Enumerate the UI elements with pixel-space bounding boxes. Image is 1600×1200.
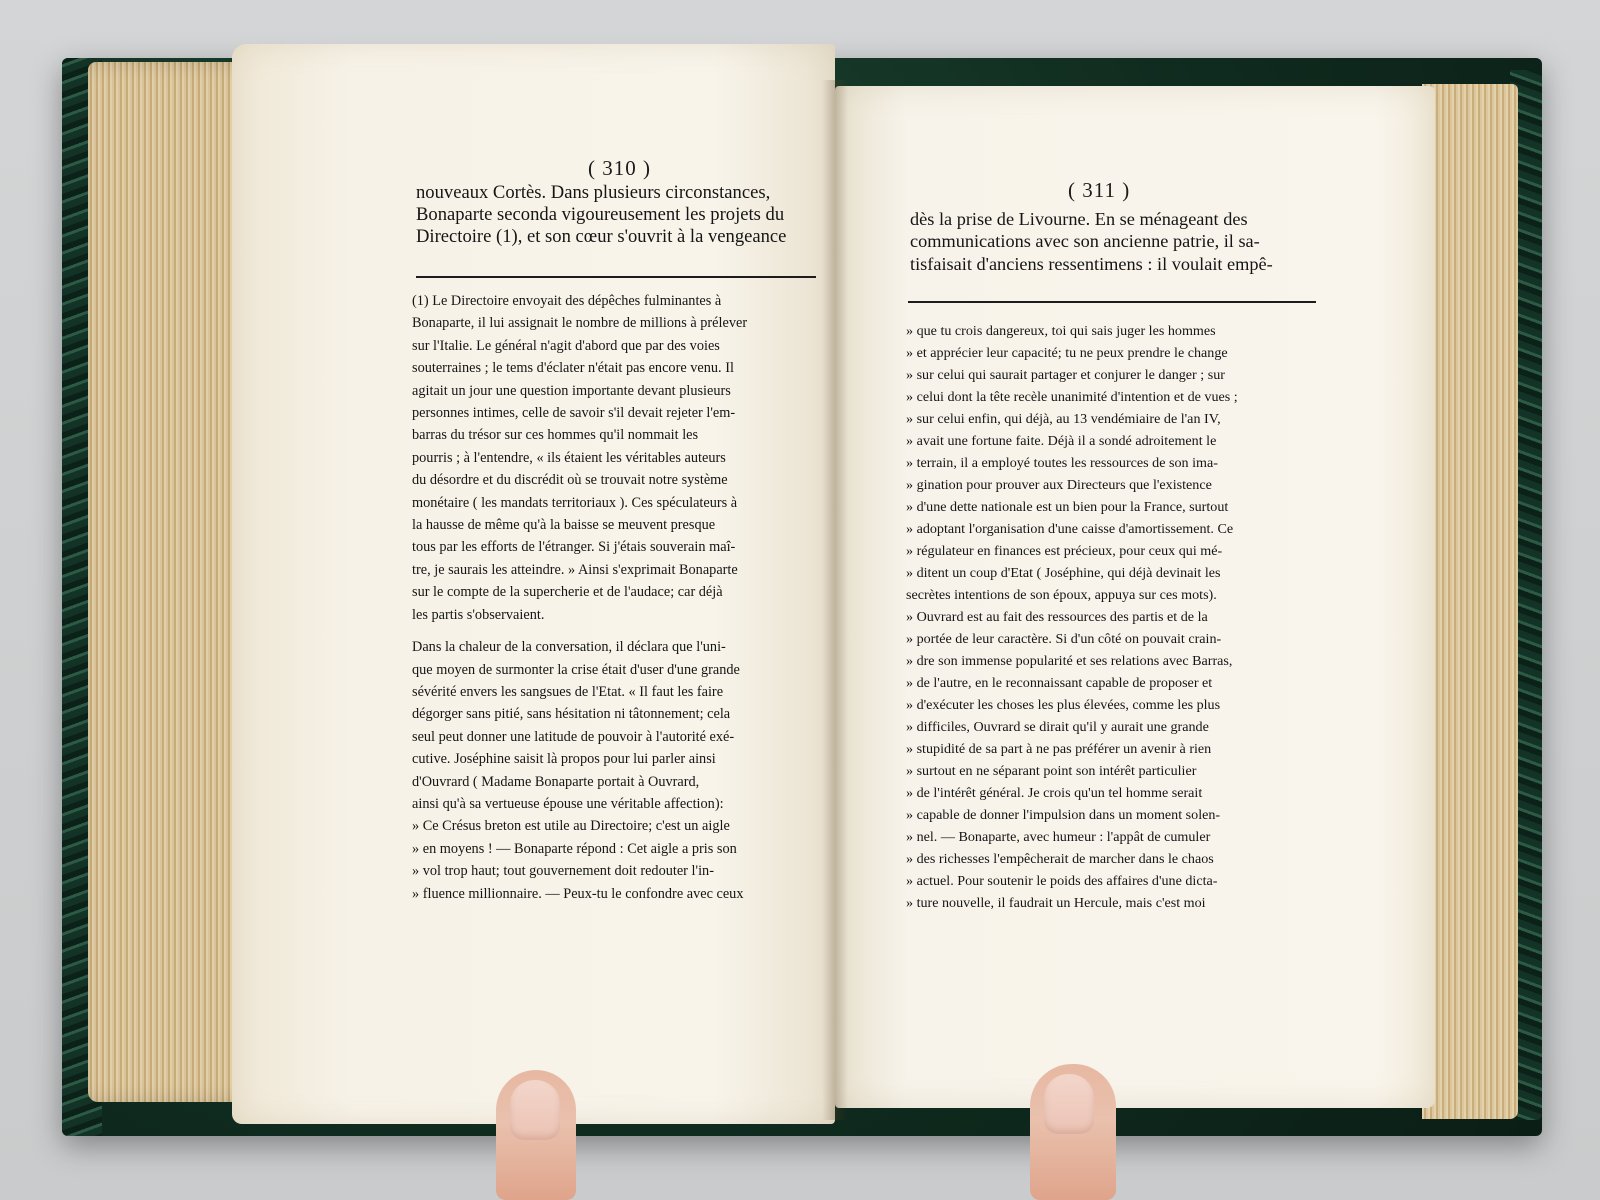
text-line: souterraines ; le tems d'éclater n'était pas encore venu. Il: [412, 360, 734, 377]
text-line: » sur celui qui saurait partager et conjurer le danger ; sur: [906, 367, 1225, 383]
text-line: sur le compte de la supercherie et de l'audace; car déjà: [412, 584, 723, 601]
left-thumb: [496, 1070, 576, 1200]
text-line: » de l'autre, en le reconnaissant capable de proposer et: [906, 675, 1213, 691]
text-line: que moyen de surmonter la crise était d'user d'une grande: [412, 661, 740, 678]
text-line: Dans la chaleur de la conversation, il déclara que l'uni-: [412, 639, 726, 656]
right-body-text: [910, 208, 1320, 275]
text-line: pourris ; à l'entendre, « ils étaient les véritables auteurs: [412, 449, 726, 466]
text-line: sévérité envers les sangsues de l'Etat. « Il faut les faire: [412, 683, 724, 700]
text-line: » d'une dette nationale est un bien pour la France, surtout: [906, 499, 1229, 515]
text-line: » capable de donner l'impulsion dans un moment solen-: [906, 807, 1221, 823]
page-block-edge-right: [1422, 84, 1518, 1119]
body-line: nouveaux Cortès. Dans plusieurs circonstances,: [416, 182, 771, 203]
footnote-rule-right: [908, 301, 1316, 303]
text-line: la hausse de même qu'à la baisse se meuvent presque: [412, 517, 716, 534]
text-line: agitait un jour une question importante devant plusieurs: [412, 382, 731, 399]
body-line: communications avec son ancienne patrie, il sa-: [910, 231, 1260, 252]
text-line: » surtout en ne séparant point son intérêt particulier: [906, 763, 1197, 779]
left-footnote-text: [412, 290, 816, 905]
text-line: Bonaparte, il lui assignait le nombre de millions à prélever: [412, 315, 748, 332]
text-line: » ditent un coup d'Etat ( Joséphine, qui déjà devinait les: [906, 565, 1221, 581]
text-line: » celui dont la tête recèle unanimité d'intention et de vues ;: [906, 389, 1238, 405]
body-line: dès la prise de Livourne. En se ménageant des: [910, 209, 1248, 229]
text-line: sur l'Italie. Le général n'agit d'abord que par des voies: [412, 337, 720, 354]
text-line: (1) Le Directoire envoyait des dépêches fulminantes à: [412, 293, 722, 309]
text-line: personnes intimes, celle de savoir s'il devait rejeter l'em-: [412, 405, 736, 422]
text-line: » d'exécuter les choses les plus élevées, comme les plus: [906, 697, 1221, 713]
text-line: » Ouvrard est au fait des ressources des partis et de la: [906, 609, 1208, 625]
text-line: » de l'intérêt général. Je crois qu'un tel homme serait: [906, 785, 1203, 801]
text-line: » terrain, il a employé toutes les ressources de son ima-: [906, 455, 1218, 471]
right-thumb: [1030, 1064, 1116, 1200]
text-line: monétaire ( les mandats territoriaux ). Ces spéculateurs à: [412, 494, 738, 511]
text-line: » actuel. Pour soutenir le poids des affaires d'une dicta-: [906, 873, 1218, 889]
text-line: » difficiles, Ouvrard se dirait qu'il y aurait une grande: [906, 719, 1209, 735]
text-line: ainsi qu'à sa vertueuse épouse une véritable affection):: [412, 795, 724, 812]
text-line: » vol trop haut; tout gouvernement doit redouter l'in-: [412, 863, 714, 880]
text-line: » fluence millionnaire. — Peux-tu le confondre avec ceux: [412, 885, 744, 902]
body-line: tisfaisait d'anciens ressentimens : il voulait empê-: [910, 253, 1273, 274]
text-line: secrètes intentions de son époux, appuya sur ces mots).: [906, 587, 1217, 603]
right-footnote-text: [906, 320, 1318, 914]
text-line: » portée de leur caractère. Si d'un côté on pouvait crain-: [906, 631, 1222, 647]
text-line: dégorger sans pitié, sans hésitation ni tâtonnement; cela: [412, 706, 731, 723]
text-line: seul peut donner une latitude de pouvoir à l'autorité exé-: [412, 728, 735, 745]
body-line: Bonaparte seconda vigoureusement les projets du: [416, 204, 785, 226]
text-line: » nel. — Bonaparte, avec humeur : l'appât de cumuler: [906, 829, 1211, 845]
text-line: d'Ouvrard ( Madame Bonaparte portait à Ouvrard,: [412, 773, 700, 790]
text-line: » en moyens ! — Bonaparte répond : Cet aigle a pris son: [412, 840, 737, 857]
text-line: » adoptant l'organisation d'une caisse d'amortissement. Ce: [906, 521, 1234, 537]
text-line: » dre son immense popularité et ses relations avec Barras,: [906, 653, 1233, 669]
page-number-left: ( 310 ): [588, 156, 651, 180]
text-line: » stupidité de sa part à ne pas préférer un avenir à rien: [906, 741, 1212, 757]
text-line: » que tu crois dangereux, toi qui sais juger les hommes: [906, 323, 1216, 339]
text-line: » ture nouvelle, il faudrait un Hercule, mais c'est moi: [906, 895, 1206, 911]
text-line: cutive. Joséphine saisit là propos pour lui parler ainsi: [412, 751, 716, 768]
text-line: » et apprécier leur capacité; tu ne peux prendre le change: [906, 345, 1228, 361]
text-line: les partis s'observaient.: [412, 606, 545, 623]
text-line: du désordre et du discrédit où se trouvait notre système: [412, 472, 728, 489]
text-line: tre, je saurais les atteindre. » Ainsi s'exprimait Bonaparte: [412, 561, 738, 578]
text-line: » Ce Crésus breton est utile au Directoire; c'est un aigle: [412, 818, 730, 835]
body-line: Directoire (1), et son cœur s'ouvrit à la vengeance: [416, 226, 787, 248]
text-line: » avait une fortune faite. Déjà il a sondé adroitement le: [906, 433, 1217, 449]
left-body-text: [416, 182, 826, 249]
page-number-right: ( 311 ): [1068, 178, 1131, 202]
text-line: barras du trésor sur ces hommes qu'il nommait les: [412, 427, 699, 444]
text-line: » des richesses l'empêcherait de marcher dans le chaos: [906, 851, 1214, 867]
text-line: tous par les efforts de l'étranger. Si j'étais souverain maî-: [412, 539, 736, 556]
text-line: » gination pour prouver aux Directeurs que l'existence: [906, 477, 1212, 493]
text-line: » régulateur en finances est précieux, pour ceux qui mé-: [906, 543, 1223, 559]
footnote-rule-left: [416, 276, 816, 278]
text-line: » sur celui enfin, qui déjà, au 13 vendémiaire de l'an IV,: [906, 411, 1221, 427]
